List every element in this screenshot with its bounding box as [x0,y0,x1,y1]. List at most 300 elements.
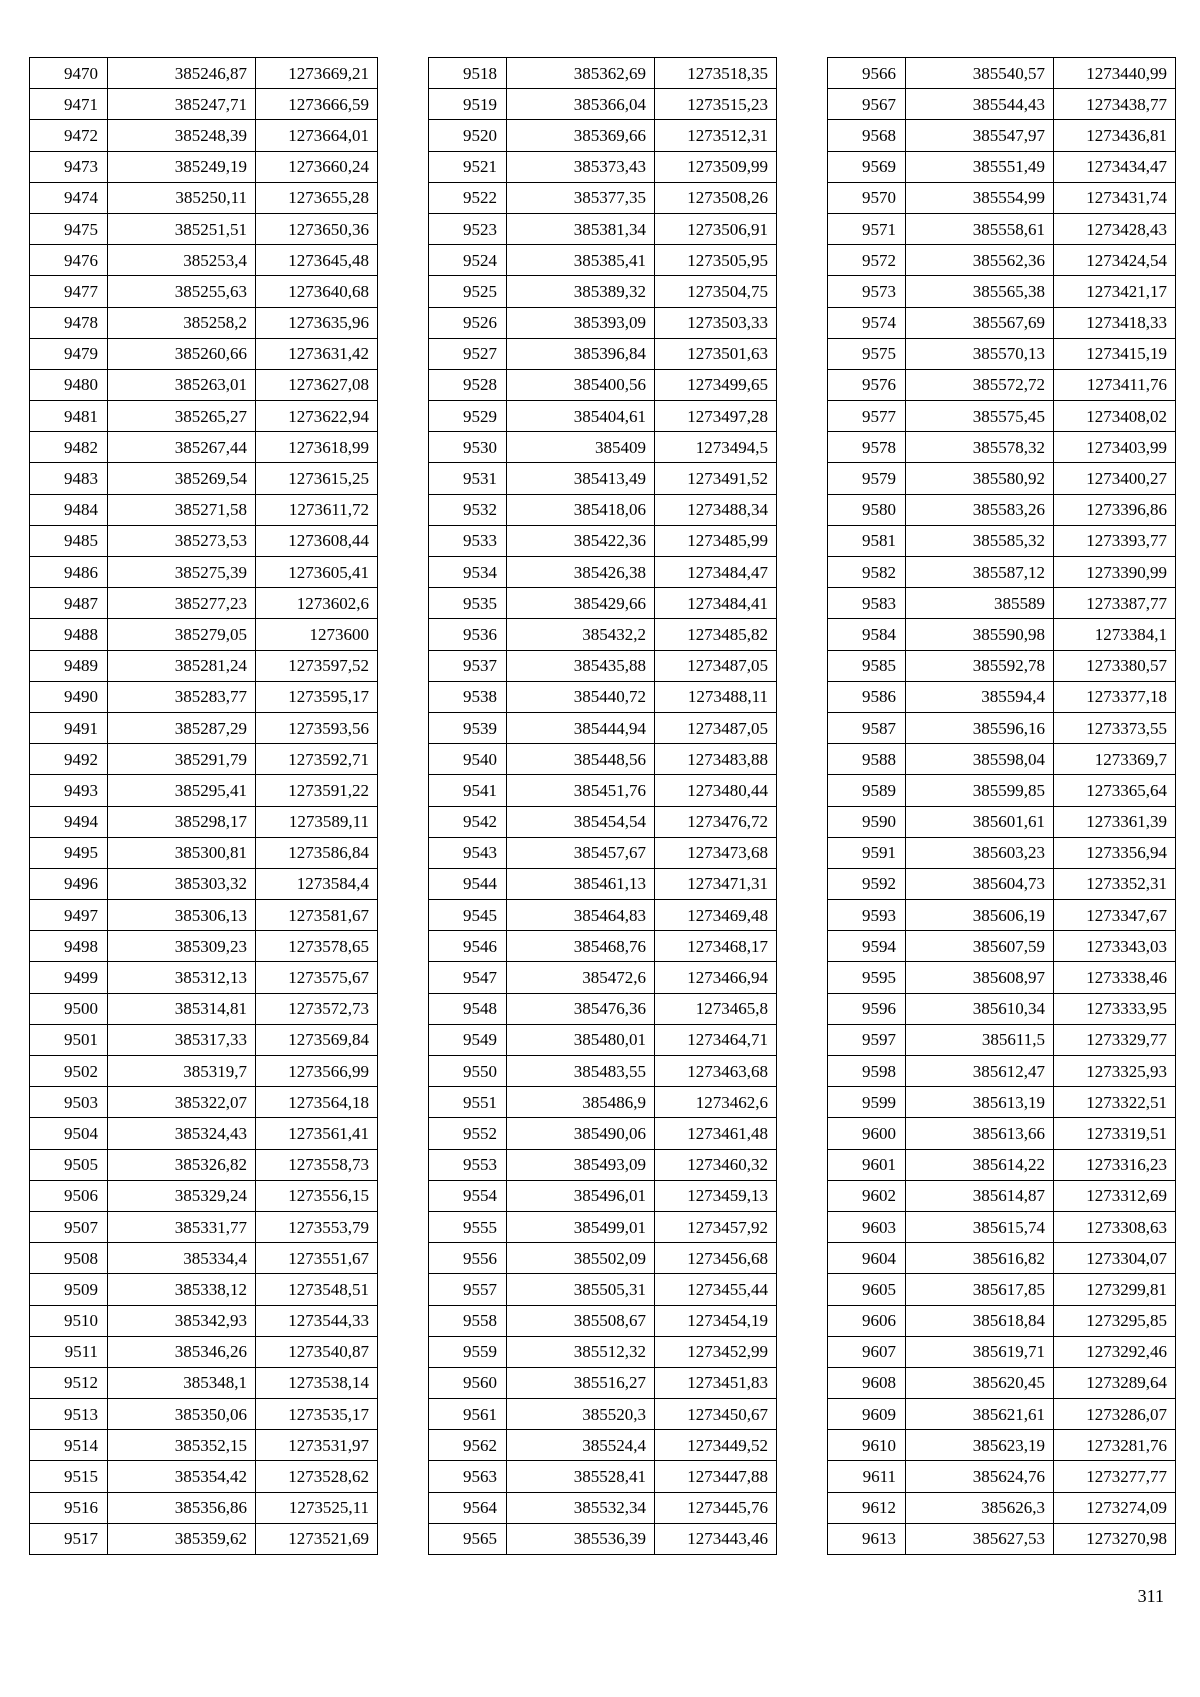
y-coordinate-cell: 1273485,82 [655,619,777,650]
y-coordinate-cell: 1273635,96 [256,307,378,338]
y-coordinate-cell: 1273365,64 [1054,775,1176,806]
y-coordinate-cell: 1273295,85 [1054,1305,1176,1336]
table-row [30,276,378,307]
y-coordinate-cell: 1273270,98 [1054,1523,1176,1554]
table-row [429,1461,777,1492]
table-row [429,307,777,338]
point-id-cell: 9504 [30,1118,108,1149]
point-id-cell: 9566 [828,58,906,89]
table-row [30,744,378,775]
x-coordinate-cell: 385404,61 [507,401,655,432]
x-coordinate-cell: 385596,16 [906,712,1054,743]
point-id-cell: 9568 [828,120,906,151]
y-coordinate-cell: 1273553,79 [256,1211,378,1242]
point-id-cell: 9530 [429,432,507,463]
y-coordinate-cell: 1273586,84 [256,837,378,868]
point-id-cell: 9517 [30,1523,108,1554]
x-coordinate-cell: 385359,62 [108,1523,256,1554]
point-id-cell: 9544 [429,868,507,899]
point-id-cell: 9475 [30,213,108,244]
x-coordinate-cell: 385613,19 [906,1087,1054,1118]
x-coordinate-cell: 385505,31 [507,1274,655,1305]
table-row [828,1430,1176,1461]
y-coordinate-cell: 1273622,94 [256,401,378,432]
y-coordinate-cell: 1273411,76 [1054,369,1176,400]
point-id-cell: 9498 [30,931,108,962]
table-row [429,432,777,463]
table-row [30,1336,378,1367]
point-id-cell: 9491 [30,712,108,743]
y-coordinate-cell: 1273631,42 [256,338,378,369]
y-coordinate-cell: 1273333,95 [1054,993,1176,1024]
x-coordinate-cell: 385381,34 [507,213,655,244]
y-coordinate-cell: 1273512,31 [655,120,777,151]
y-coordinate-cell: 1273484,47 [655,557,777,588]
y-coordinate-cell: 1273447,88 [655,1461,777,1492]
x-coordinate-cell: 385614,22 [906,1149,1054,1180]
point-id-cell: 9489 [30,650,108,681]
x-coordinate-cell: 385432,2 [507,619,655,650]
point-id-cell: 9604 [828,1243,906,1274]
x-coordinate-cell: 385354,42 [108,1461,256,1492]
table-row [828,650,1176,681]
x-coordinate-cell: 385369,66 [507,120,655,151]
table-row [429,557,777,588]
point-id-cell: 9471 [30,89,108,120]
point-id-cell: 9520 [429,120,507,151]
point-id-cell: 9500 [30,993,108,1024]
y-coordinate-cell: 1273299,81 [1054,1274,1176,1305]
y-coordinate-cell: 1273488,34 [655,494,777,525]
x-coordinate-cell: 385585,32 [906,525,1054,556]
table-row [828,1523,1176,1554]
table-row [828,619,1176,650]
x-coordinate-cell: 385251,51 [108,213,256,244]
point-id-cell: 9534 [429,557,507,588]
table-row [30,463,378,494]
point-id-cell: 9589 [828,775,906,806]
x-coordinate-cell: 385269,54 [108,463,256,494]
table-row [429,58,777,89]
table-row [429,1149,777,1180]
table-row [429,900,777,931]
table-row [429,993,777,1024]
y-coordinate-cell: 1273485,99 [655,525,777,556]
y-coordinate-cell: 1273393,77 [1054,525,1176,556]
table-row [429,89,777,120]
y-coordinate-cell: 1273491,52 [655,463,777,494]
point-id-cell: 9574 [828,307,906,338]
y-coordinate-cell: 1273499,65 [655,369,777,400]
table-row [828,151,1176,182]
x-coordinate-cell: 385248,39 [108,120,256,151]
point-id-cell: 9577 [828,401,906,432]
point-id-cell: 9573 [828,276,906,307]
point-id-cell: 9495 [30,837,108,868]
point-id-cell: 9579 [828,463,906,494]
x-coordinate-cell: 385608,97 [906,962,1054,993]
point-id-cell: 9555 [429,1211,507,1242]
point-id-cell: 9597 [828,1024,906,1055]
x-coordinate-cell: 385435,88 [507,650,655,681]
page-number: 311 [1137,1586,1164,1606]
y-coordinate-cell: 1273484,41 [655,588,777,619]
x-coordinate-cell: 385350,06 [108,1399,256,1430]
table-row [429,1399,777,1430]
table-row [828,432,1176,463]
x-coordinate-cell: 385603,23 [906,837,1054,868]
y-coordinate-cell: 1273508,26 [655,182,777,213]
point-id-cell: 9570 [828,182,906,213]
point-id-cell: 9524 [429,245,507,276]
table-row [429,868,777,899]
y-coordinate-cell: 1273431,74 [1054,182,1176,213]
point-id-cell: 9516 [30,1492,108,1523]
point-id-cell: 9591 [828,837,906,868]
y-coordinate-cell: 1273575,67 [256,962,378,993]
x-coordinate-cell: 385362,69 [507,58,655,89]
x-coordinate-cell: 385614,87 [906,1180,1054,1211]
x-coordinate-cell: 385249,19 [108,151,256,182]
y-coordinate-cell: 1273544,33 [256,1305,378,1336]
y-coordinate-cell: 1273528,62 [256,1461,378,1492]
x-coordinate-cell: 385356,86 [108,1492,256,1523]
point-id-cell: 9571 [828,213,906,244]
x-coordinate-cell: 385499,01 [507,1211,655,1242]
y-coordinate-cell: 1273548,51 [256,1274,378,1305]
x-coordinate-cell: 385400,56 [507,369,655,400]
y-coordinate-cell: 1273572,73 [256,993,378,1024]
y-coordinate-cell: 1273312,69 [1054,1180,1176,1211]
y-coordinate-cell: 1273660,24 [256,151,378,182]
point-id-cell: 9590 [828,806,906,837]
y-coordinate-cell: 1273459,13 [655,1180,777,1211]
y-coordinate-cell: 1273558,73 [256,1149,378,1180]
point-id-cell: 9608 [828,1367,906,1398]
point-id-cell: 9599 [828,1087,906,1118]
table-row [30,1305,378,1336]
table-row [429,151,777,182]
y-coordinate-cell: 1273611,72 [256,494,378,525]
point-id-cell: 9556 [429,1243,507,1274]
y-coordinate-cell: 1273356,94 [1054,837,1176,868]
point-id-cell: 9572 [828,245,906,276]
point-id-cell: 9486 [30,557,108,588]
table-row [30,1461,378,1492]
point-id-cell: 9593 [828,900,906,931]
y-coordinate-cell: 1273408,02 [1054,401,1176,432]
table-row [828,58,1176,89]
y-coordinate-cell: 1273605,41 [256,557,378,588]
y-coordinate-cell: 1273329,77 [1054,1024,1176,1055]
table-row [828,307,1176,338]
x-coordinate-cell: 385587,12 [906,557,1054,588]
table-row [828,681,1176,712]
table-row [30,432,378,463]
point-id-cell: 9538 [429,681,507,712]
x-coordinate-cell: 385377,35 [507,182,655,213]
y-coordinate-cell: 1273569,84 [256,1024,378,1055]
table-row [828,245,1176,276]
y-coordinate-cell: 1273403,99 [1054,432,1176,463]
table-row [30,806,378,837]
table-row [30,1180,378,1211]
table-row [30,1523,378,1554]
x-coordinate-cell: 385448,56 [507,744,655,775]
x-coordinate-cell: 385277,23 [108,588,256,619]
point-id-cell: 9478 [30,307,108,338]
x-coordinate-cell: 385314,81 [108,993,256,1024]
x-coordinate-cell: 385279,05 [108,619,256,650]
point-id-cell: 9613 [828,1523,906,1554]
x-coordinate-cell: 385578,32 [906,432,1054,463]
y-coordinate-cell: 1273591,22 [256,775,378,806]
x-coordinate-cell: 385520,3 [507,1399,655,1430]
table-row [429,525,777,556]
table-row [828,931,1176,962]
point-id-cell: 9587 [828,712,906,743]
table-row [429,369,777,400]
point-id-cell: 9493 [30,775,108,806]
x-coordinate-cell: 385601,61 [906,806,1054,837]
point-id-cell: 9476 [30,245,108,276]
y-coordinate-cell: 1273501,63 [655,338,777,369]
x-coordinate-cell: 385554,99 [906,182,1054,213]
x-coordinate-cell: 385617,85 [906,1274,1054,1305]
table-row [429,276,777,307]
x-coordinate-cell: 385476,36 [507,993,655,1024]
x-coordinate-cell: 385612,47 [906,1056,1054,1087]
x-coordinate-cell: 385322,07 [108,1087,256,1118]
point-id-cell: 9494 [30,806,108,837]
y-coordinate-cell: 1273581,67 [256,900,378,931]
table-row [828,525,1176,556]
table-row [828,369,1176,400]
x-coordinate-cell: 385616,82 [906,1243,1054,1274]
point-id-cell: 9549 [429,1024,507,1055]
point-id-cell: 9539 [429,712,507,743]
coordinate-table-2 [428,57,777,1555]
x-coordinate-cell: 385331,77 [108,1211,256,1242]
table-row [30,494,378,525]
y-coordinate-cell: 1273595,17 [256,681,378,712]
point-id-cell: 9487 [30,588,108,619]
coordinate-table-3 [827,57,1176,1555]
x-coordinate-cell: 385346,26 [108,1336,256,1367]
y-coordinate-cell: 1273669,21 [256,58,378,89]
table-row [429,213,777,244]
y-coordinate-cell: 1273424,54 [1054,245,1176,276]
point-id-cell: 9561 [429,1399,507,1430]
table-row [828,744,1176,775]
x-coordinate-cell: 385472,6 [507,962,655,993]
point-id-cell: 9529 [429,401,507,432]
table-row [429,401,777,432]
x-coordinate-cell: 385393,09 [507,307,655,338]
table-row [30,1492,378,1523]
point-id-cell: 9536 [429,619,507,650]
point-id-cell: 9603 [828,1211,906,1242]
table-row [429,1056,777,1087]
x-coordinate-cell: 385496,01 [507,1180,655,1211]
point-id-cell: 9595 [828,962,906,993]
y-coordinate-cell: 1273286,07 [1054,1399,1176,1430]
x-coordinate-cell: 385627,53 [906,1523,1054,1554]
y-coordinate-cell: 1273589,11 [256,806,378,837]
y-coordinate-cell: 1273666,59 [256,89,378,120]
x-coordinate-cell: 385413,49 [507,463,655,494]
y-coordinate-cell: 1273505,95 [655,245,777,276]
y-coordinate-cell: 1273465,8 [655,993,777,1024]
table-row [828,1461,1176,1492]
table-row [30,182,378,213]
y-coordinate-cell: 1273551,67 [256,1243,378,1274]
table-row [828,1399,1176,1430]
x-coordinate-cell: 385281,24 [108,650,256,681]
x-coordinate-cell: 385528,41 [507,1461,655,1492]
x-coordinate-cell: 385373,43 [507,151,655,182]
x-coordinate-cell: 385253,4 [108,245,256,276]
x-coordinate-cell: 385295,41 [108,775,256,806]
table-row [828,1118,1176,1149]
point-id-cell: 9586 [828,681,906,712]
y-coordinate-cell: 1273460,32 [655,1149,777,1180]
point-id-cell: 9592 [828,868,906,899]
point-id-cell: 9575 [828,338,906,369]
table-row [30,1274,378,1305]
table-body [429,58,777,1555]
table-row [30,650,378,681]
y-coordinate-cell: 1273347,67 [1054,900,1176,931]
y-coordinate-cell: 1273640,68 [256,276,378,307]
table-row [828,1243,1176,1274]
x-coordinate-cell: 385618,84 [906,1305,1054,1336]
table-row [429,1180,777,1211]
table-row [30,1211,378,1242]
table-row [30,931,378,962]
table-row [828,1274,1176,1305]
x-coordinate-cell: 385599,85 [906,775,1054,806]
x-coordinate-cell: 385580,92 [906,463,1054,494]
table-row [828,1180,1176,1211]
y-coordinate-cell: 1273384,1 [1054,619,1176,650]
point-id-cell: 9548 [429,993,507,1024]
y-coordinate-cell: 1273387,77 [1054,588,1176,619]
point-id-cell: 9531 [429,463,507,494]
point-id-cell: 9499 [30,962,108,993]
y-coordinate-cell: 1273497,28 [655,401,777,432]
point-id-cell: 9583 [828,588,906,619]
point-id-cell: 9474 [30,182,108,213]
x-coordinate-cell: 385309,23 [108,931,256,962]
table-row [30,213,378,244]
y-coordinate-cell: 1273538,14 [256,1367,378,1398]
table-row [429,775,777,806]
point-id-cell: 9532 [429,494,507,525]
point-id-cell: 9557 [429,1274,507,1305]
y-coordinate-cell: 1273428,43 [1054,213,1176,244]
point-id-cell: 9483 [30,463,108,494]
point-id-cell: 9578 [828,432,906,463]
x-coordinate-cell: 385480,01 [507,1024,655,1055]
point-id-cell: 9507 [30,1211,108,1242]
point-id-cell: 9601 [828,1149,906,1180]
x-coordinate-cell: 385575,45 [906,401,1054,432]
y-coordinate-cell: 1273322,51 [1054,1087,1176,1118]
point-id-cell: 9576 [828,369,906,400]
x-coordinate-cell: 385271,58 [108,494,256,525]
y-coordinate-cell: 1273396,86 [1054,494,1176,525]
point-id-cell: 9510 [30,1305,108,1336]
y-coordinate-cell: 1273451,83 [655,1367,777,1398]
y-coordinate-cell: 1273443,46 [655,1523,777,1554]
table-row [429,1336,777,1367]
table-row [429,245,777,276]
y-coordinate-cell: 1273319,51 [1054,1118,1176,1149]
y-coordinate-cell: 1273602,6 [256,588,378,619]
table-row [30,712,378,743]
x-coordinate-cell: 385342,93 [108,1305,256,1336]
point-id-cell: 9543 [429,837,507,868]
table-row [30,868,378,899]
x-coordinate-cell: 385267,44 [108,432,256,463]
x-coordinate-cell: 385486,9 [507,1087,655,1118]
x-coordinate-cell: 385516,27 [507,1367,655,1398]
point-id-cell: 9527 [429,338,507,369]
x-coordinate-cell: 385250,11 [108,182,256,213]
x-coordinate-cell: 385258,2 [108,307,256,338]
point-id-cell: 9559 [429,1336,507,1367]
point-id-cell: 9558 [429,1305,507,1336]
table-row [828,276,1176,307]
table-row [828,712,1176,743]
point-id-cell: 9563 [429,1461,507,1492]
y-coordinate-cell: 1273449,52 [655,1430,777,1461]
y-coordinate-cell: 1273593,56 [256,712,378,743]
point-id-cell: 9513 [30,1399,108,1430]
point-id-cell: 9585 [828,650,906,681]
table-row [30,307,378,338]
point-id-cell: 9496 [30,868,108,899]
point-id-cell: 9580 [828,494,906,525]
point-id-cell: 9554 [429,1180,507,1211]
point-id-cell: 9515 [30,1461,108,1492]
table-row [828,494,1176,525]
point-id-cell: 9473 [30,151,108,182]
point-id-cell: 9611 [828,1461,906,1492]
point-id-cell: 9553 [429,1149,507,1180]
table-row [30,401,378,432]
y-coordinate-cell: 1273463,68 [655,1056,777,1087]
table-row [30,1087,378,1118]
x-coordinate-cell: 385562,36 [906,245,1054,276]
point-id-cell: 9511 [30,1336,108,1367]
point-id-cell: 9518 [429,58,507,89]
y-coordinate-cell: 1273561,41 [256,1118,378,1149]
y-coordinate-cell: 1273457,92 [655,1211,777,1242]
table-row [30,1149,378,1180]
x-coordinate-cell: 385583,26 [906,494,1054,525]
y-coordinate-cell: 1273421,17 [1054,276,1176,307]
table-row [828,1024,1176,1055]
point-id-cell: 9584 [828,619,906,650]
x-coordinate-cell: 385324,43 [108,1118,256,1149]
y-coordinate-cell: 1273390,99 [1054,557,1176,588]
point-id-cell: 9547 [429,962,507,993]
x-coordinate-cell: 385624,76 [906,1461,1054,1492]
x-coordinate-cell: 385589 [906,588,1054,619]
x-coordinate-cell: 385461,13 [507,868,655,899]
